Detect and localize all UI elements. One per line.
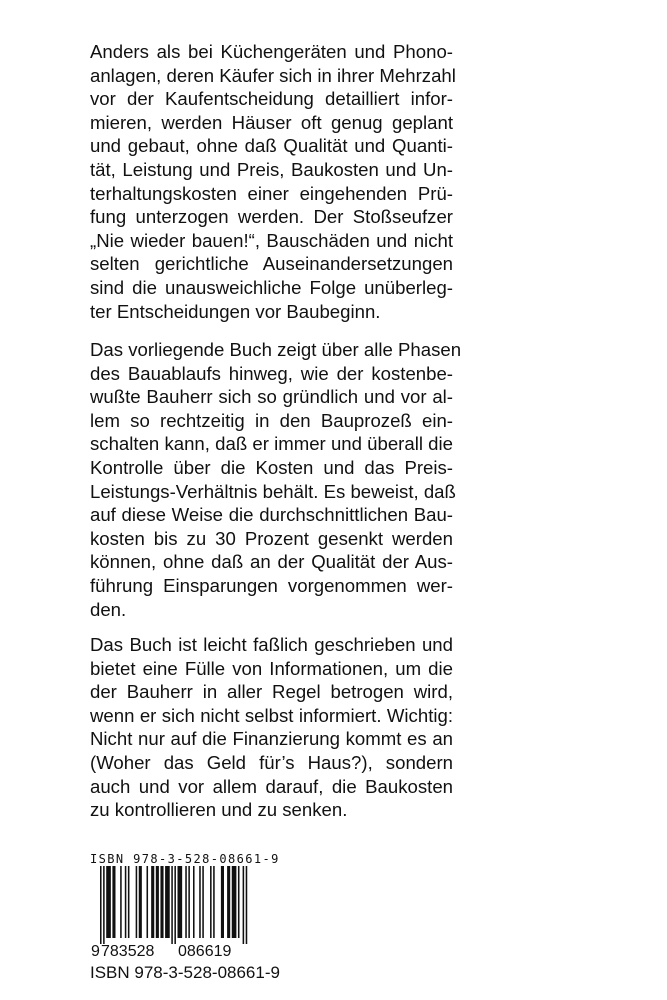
- barcode-bar: [210, 866, 212, 938]
- text-line: schalten kann, daß er immer und überall die: [90, 433, 453, 455]
- paragraph-3: [90, 633, 453, 822]
- text-line: „Nie wieder bauen!“, Bauschäden und nicht: [90, 229, 453, 251]
- barcode-bar: [221, 866, 224, 938]
- barcode-bar: [199, 866, 201, 938]
- barcode-bar: [246, 866, 248, 944]
- barcode-bar: [227, 866, 230, 938]
- text-line: Kontrolle über die Kosten und das Preis-: [90, 456, 453, 478]
- text-line: können, ohne daß an der Qualität der Aus-: [90, 551, 453, 573]
- text-line: den.: [90, 598, 127, 620]
- barcode-bar: [188, 866, 190, 938]
- text-line: selten gerichtliche Auseinandersetzungen: [90, 253, 453, 275]
- barcode-bar: [171, 866, 173, 944]
- barcode: [88, 866, 258, 958]
- text-line: Das Buch ist leicht faßlich geschrieben und: [90, 634, 453, 655]
- text-line: vor der Kaufentscheidung detailliert infor-: [90, 88, 453, 110]
- text-line: der Bauherr in aller Regel betrogen wird,: [90, 681, 453, 703]
- barcode-bar: [106, 866, 111, 938]
- barcode-left-digits: 783528: [101, 943, 155, 958]
- barcode-bar: [125, 866, 127, 938]
- text-line: auch und vor allem darauf, die Baukosten: [90, 775, 453, 797]
- barcode-bar: [136, 866, 138, 938]
- barcode-bar: [147, 866, 149, 938]
- text-line: und gebaut, ohne daß Qualität und Quanti-: [90, 135, 453, 157]
- barcode-bar: [160, 866, 163, 938]
- barcode-first-digit: 9: [91, 943, 100, 958]
- barcode-bar: [103, 866, 105, 944]
- barcode-bar: [112, 866, 115, 938]
- text-line: tät, Leistung und Preis, Baukosten und Un-: [90, 158, 453, 180]
- text-line: Nicht nur auf die Finanzierung kommt es an: [90, 728, 453, 750]
- barcode-bar: [156, 866, 159, 938]
- barcode-bar: [151, 866, 154, 938]
- text-line: lem so rechtzeitig in den Bauprozeß ein-: [90, 409, 453, 431]
- text-line: ter Entscheidungen vor Baubeginn.: [90, 300, 381, 322]
- barcode-bar: [202, 866, 204, 938]
- text-line: Das vorliegende Buch zeigt über alle Phasen: [90, 339, 462, 360]
- text-line: Anders als bei Küchengeräten und Phono-: [90, 41, 453, 62]
- text-line: des Bauablaufs hinweg, wie der kostenbe-: [90, 362, 453, 384]
- barcode-bar: [185, 866, 187, 938]
- text-line: fung unterzogen werden. Der Stoßseufzer: [90, 206, 453, 228]
- isbn-label-bottom: ISBN 978-3-528-08661-9: [90, 963, 280, 982]
- text-line: wußte Bauherr sich so gründlich und vor al-: [90, 386, 453, 408]
- barcode-bar: [120, 866, 122, 938]
- text-line: führung Einsparungen vorgenommen wer-: [90, 574, 453, 596]
- barcode-bar: [165, 866, 170, 938]
- text-line: kosten bis zu 30 Prozent gesenkt werden: [90, 527, 453, 549]
- barcode-bar: [139, 866, 142, 938]
- text-line: terhaltungskosten einer eingehenden Prü-: [90, 182, 453, 204]
- barcode-bar: [100, 866, 102, 944]
- isbn-label-top: ISBN 978-3-528-08661-9: [90, 852, 280, 866]
- paragraph-2: [90, 338, 462, 621]
- text-line: zu kontrollieren und zu senken.: [90, 799, 348, 821]
- barcode-bar: [193, 866, 195, 938]
- text-line: auf diese Weise die durchschnittlichen Bau-: [90, 504, 453, 526]
- barcode-bar: [174, 866, 176, 944]
- barcode-bar: [243, 866, 245, 944]
- text-line: mieren, werden Häuser oft genug geplant: [90, 111, 453, 133]
- text-line: bietet eine Fülle von Informationen, um die: [90, 657, 453, 679]
- barcode-bar: [128, 866, 130, 938]
- barcode-right-digits: 086619: [178, 943, 232, 958]
- barcode-bar: [238, 866, 240, 938]
- barcode-bar: [213, 866, 215, 938]
- paragraph-1: [90, 40, 456, 323]
- text-line: (Woher das Geld für’s Haus?), sondern: [90, 751, 453, 773]
- text-line: sind die unausweichliche Folge unüberleg-: [90, 276, 453, 298]
- barcode-bar: [232, 866, 237, 938]
- barcode-bar: [178, 866, 183, 938]
- text-line: anlagen, deren Käufer sich in ihrer Mehrzahl: [90, 64, 456, 86]
- text-line: Leistungs-Verhältnis behält. Es beweist, daß: [90, 480, 456, 502]
- text-line: wenn er sich nicht selbst informiert. Wichtig:: [90, 704, 453, 726]
